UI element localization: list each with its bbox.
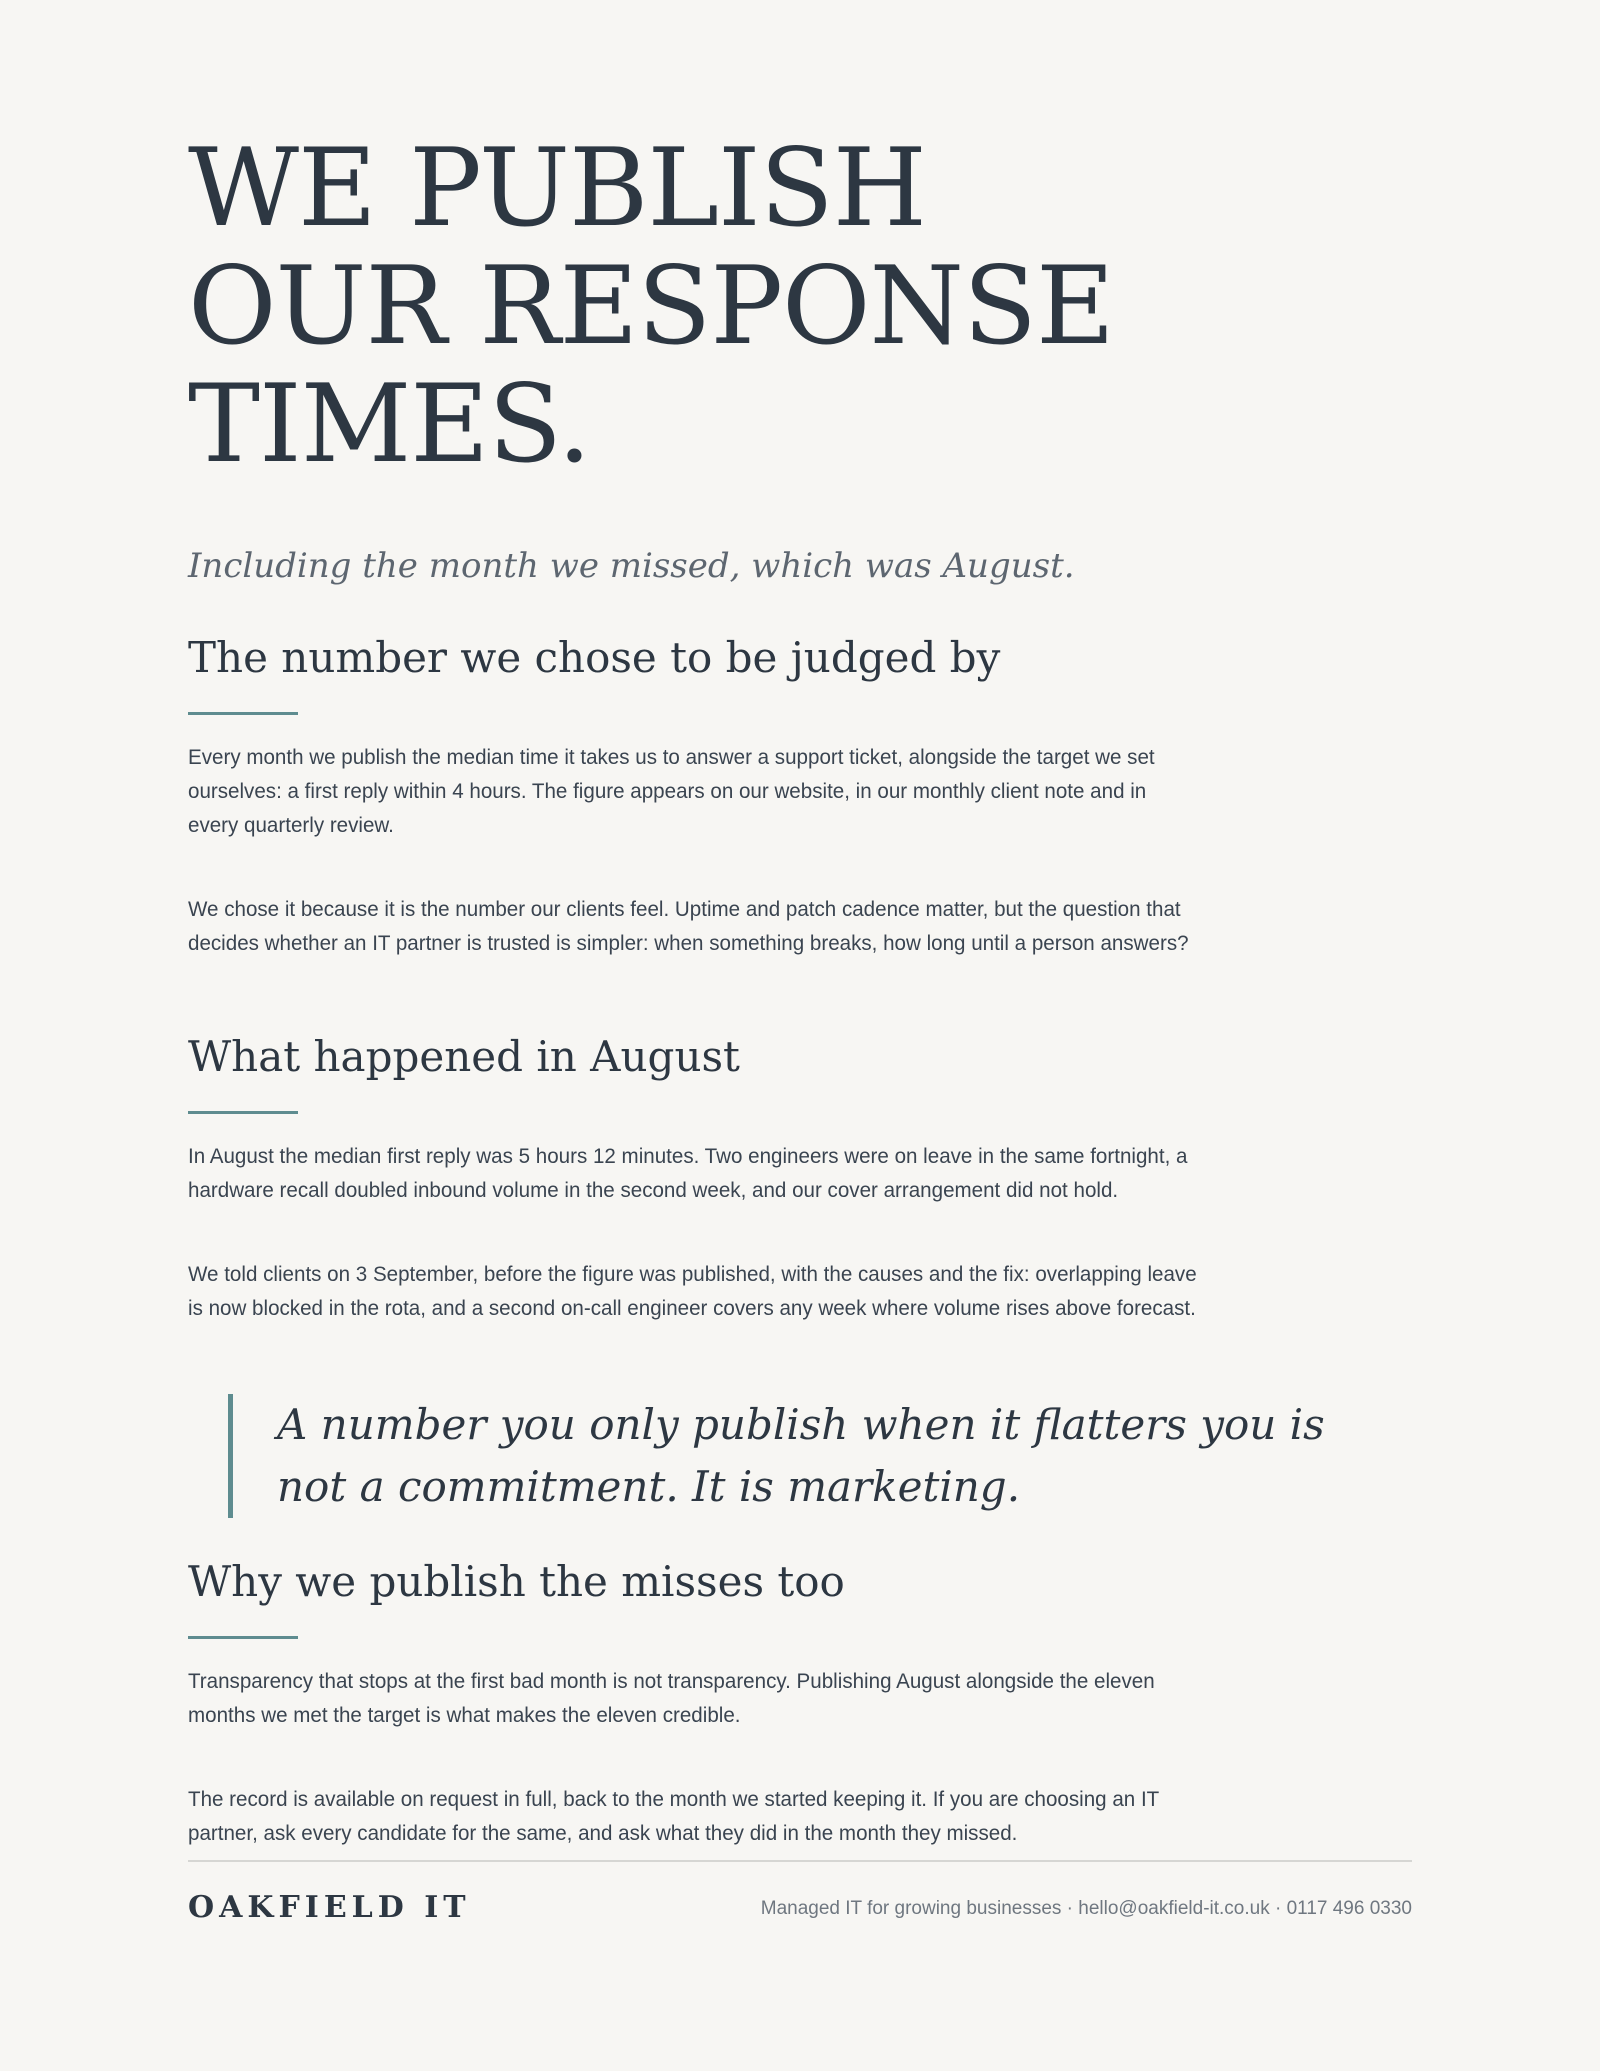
section-divider [188,1111,298,1114]
paragraph: Transparency that stops at the first bad month is not transparency. Publishing August alongside the eleven months we met the target is what makes the eleven credible. [188,1670,1155,1727]
section-title: Why we publish the misses too [188,1557,845,1606]
headline-line-1: WE PUBLISH [188,126,926,251]
pull-quote-text: A number you only publish when it flatters you is not a commitment. It is marketing. [277,1400,1325,1511]
headline-line-2: OUR RESPONSE [188,244,1114,369]
paragraph: We chose it because it is the number our clients feel. Uptime and patch cadence matter, but the question that decides whether an IT partner is trusted is simpler: when something breaks, how long until a person answers? [188,898,1189,955]
section-title: What happened in August [188,1032,740,1081]
pull-quote [228,1394,1337,1518]
headline-line-3: TIMES. [188,362,591,487]
section-august [188,1031,1412,1326]
brand-logo: OAKFIELD IT [188,1890,471,1925]
footer [188,1860,1412,1925]
paragraph: Every month we publish the median time it takes us to answer a support ticket, alongside the target we set ourselves: a first reply within 4 hours. The figure appears on our website, in our monthly client note and in every quarterly review. [188,746,1155,837]
section-divider [188,712,298,715]
page-title [188,126,1388,487]
section-misses [188,1556,1412,1851]
subtitle: Including the month we missed, which was August. [188,546,1075,586]
section-title: The number we chose to be judged by [188,633,1001,682]
footer-contact: Managed IT for growing businesses · hello@oakfield-it.co.uk · 0117 496 0330 [760,1898,1412,1919]
section-divider [188,1636,298,1639]
paragraph: In August the median first reply was 5 hours 12 minutes. Two engineers were on leave in the same fortnight, a hardware recall doubled inbound volume in the second week, and our cover arrangement did not hold. [188,1145,1188,1202]
section-judged-by [188,632,1412,961]
paragraph: We told clients on 3 September, before the figure was published, with the causes and the fix: overlapping leave is now blocked in the rota, and a second on-call engineer covers any week where volume rises above forecast. [188,1263,1197,1320]
paragraph: The record is available on request in full, back to the month we started keeping it. If you are choosing an IT partner, ask every candidate for the same, and ask what they did in the month they missed. [188,1788,1159,1845]
article [188,126,1412,1851]
